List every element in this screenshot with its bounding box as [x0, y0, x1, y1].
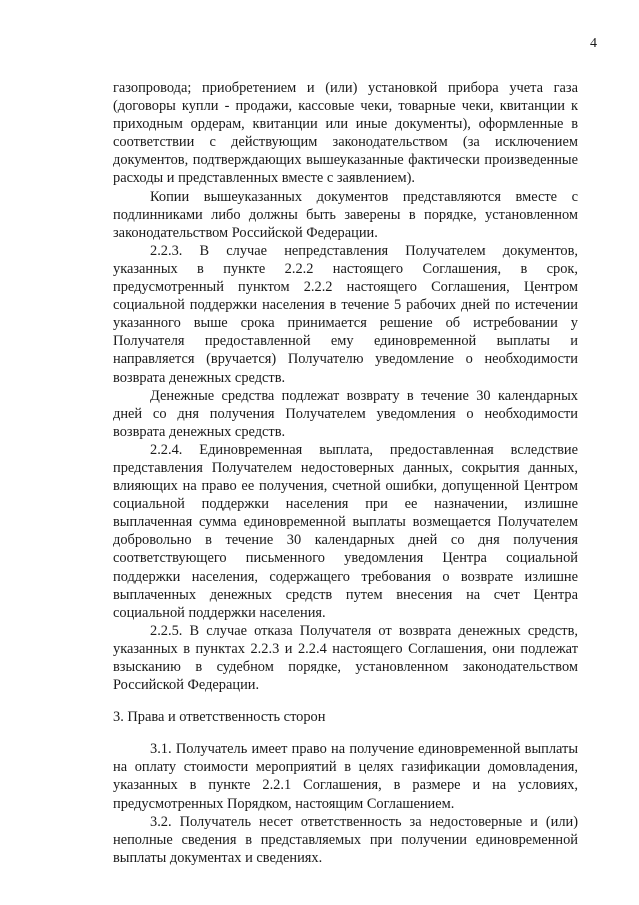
paragraph-2-2-3: 2.2.3. В случае непредставления Получателем документов, указанных в пункте 2.2.2 настоящего Соглашения, в срок, предусмотренный пунктом 2.2.2 настоящего Соглашения, Центром социальной поддержки населения в течение 5 рабочих дней по истечении указанного выше срока принимается решение об истребовании у Получателя предоставленной ему единовременной выплаты и направляется (вручается) Получателю уведомление о необходимости возврата денежных средств. [113, 242, 578, 386]
paragraph-2-2-5: 2.2.5. В случае отказа Получателя от возврата денежных средств, указанных в пунктах 2.2.3 и 2.2.4 настоящего Соглашения, они подлежат взысканию в судебном порядке, установленном законодательством Российской Федерации. [113, 622, 578, 694]
paragraph-continuation: газопровода; приобретением и (или) установкой прибора учета газа (договоры купли - продажи, кассовые чеки, товарные чеки, квитанции к приходным ордерам, квитанции или иные документы), оформленные в соответствии с действующим законодательством (за исключением документов, подтверждающих вышеуказанные фактически произведенные расходы и представленных вместе с заявлением). [113, 80, 578, 187]
paragraph-3-1: 3.1. Получатель имеет право на получение единовременной выплаты на оплату стоимости мероприятий в целях газификации домовладения, указанных в пункте 2.2.1 Соглашения, в размере и на условиях, предусмотренных Порядком, настоящим Соглашением. [113, 741, 578, 812]
page-number: 4 [590, 36, 597, 51]
paragraph-3-2: 3.2. Получатель несет ответственность за недостоверные и (или) неполные сведения в представляемых при получении единовременной выплаты документах и сведениях. [113, 813, 578, 866]
section-heading: 3. Права и ответственность сторон [113, 709, 326, 726]
paragraph-2-2-4: 2.2.4. Единовременная выплата, предоставленная вследствие представления Получателем недостоверных данных, сокрытия данных, влияющих на право ее получения, счетной ошибки, допущенной Центром социальной поддержки населения при ее назначении, излишне выплаченная сумма единовременной выплаты возмещается Получателем добровольно в течение 30 календарных дней со дня получения соответствующего письменного уведомления Центра социальной поддержки населения, содержащего требования о возврате излишне выплаченных денежных средств путем внесения на счет Центра социальной поддержки населения. [113, 441, 578, 621]
paragraph-refund-term: Денежные средства подлежат возврату в течение 30 календарных дней со дня получения Получателем уведомления о необходимости возврата денежных средств. [113, 387, 578, 440]
document-body [113, 79, 578, 867]
paragraph-copies: Копии вышеуказанных документов представляются вместе с подлинниками либо должны быть заверены в порядке, установленном законодательством Российской Федерации. [113, 188, 578, 241]
